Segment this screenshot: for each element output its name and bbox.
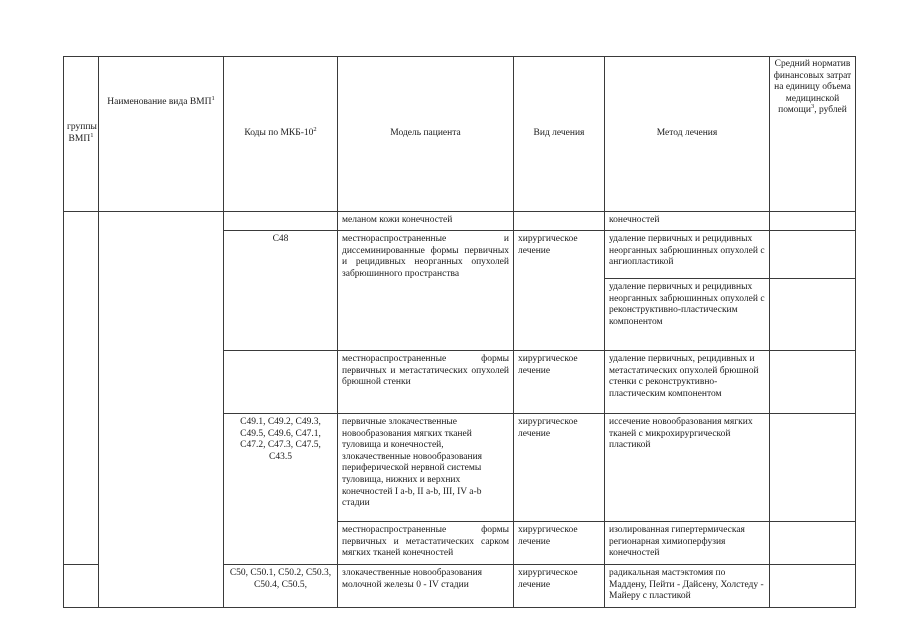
header-norm: Средний норматив финансовых затрат на единицу объема медицинской помощи$^3$, рублей — [770, 57, 856, 212]
icd-cell: C48 — [224, 231, 338, 351]
method-cell: конечностей — [605, 212, 770, 231]
header-group: группы ВМП$^1$ — [64, 57, 99, 212]
model-cell: местнораспространенные формы первичных и метастатических опухолей брюшной стенки — [338, 351, 514, 414]
norm-cell — [770, 279, 856, 351]
norm-cell — [770, 212, 856, 231]
treatment-cell: хирургическое лечение — [514, 565, 605, 608]
header-model: Модель пациента — [338, 57, 514, 212]
method-cell: удаление первичных и рецидивных неорганных забрюшинных опухолей с ангиопластикой — [605, 231, 770, 279]
header-treatment: Вид лечения — [514, 57, 605, 212]
model-cell: местнораспространенные и диссеминированные формы первичных и рецидивных неорганных опухолей забрюшинного пространства — [338, 231, 514, 351]
name-cell — [99, 212, 224, 608]
method-cell: радикальная мастэктомия по Маддену, Пейти - Дайсену, Холстеду - Майеру с пластикой — [605, 565, 770, 608]
model-cell: местнораспространенные формы первичных и метастатических сарком мягких тканей конечностей — [338, 522, 514, 565]
treatment-cell: хирургическое лечение — [514, 522, 605, 565]
header-name: Наименование вида ВМП$^1$ — [99, 57, 224, 212]
group-cell — [64, 212, 99, 565]
norm-cell — [770, 522, 856, 565]
vmp-table — [63, 56, 856, 608]
norm-cell — [770, 414, 856, 522]
icd-cell: C49.1, C49.2, C49.3, C49.5, C49.6, C47.1, C47.2, C47.3, C47.5, C43.5 — [224, 414, 338, 565]
table-header-row — [64, 57, 856, 212]
treatment-cell: хирургическое лечение — [514, 231, 605, 351]
method-cell: иссечение новообразования мягких тканей с микрохирургической пластикой — [605, 414, 770, 522]
icd-cell — [224, 351, 338, 414]
header-icd: Коды по МКБ-$10^2$ — [224, 57, 338, 212]
treatment-cell: хирургическое лечение — [514, 351, 605, 414]
model-cell: злокачественные новообразования молочной железы 0 - IV стадии — [338, 565, 514, 608]
group-cell — [64, 565, 99, 608]
method-cell: удаление первичных и рецидивных неорганных забрюшинных опухолей с реконструктивно-пластическим компонентом — [605, 279, 770, 351]
model-cell: меланом кожи конечностей — [338, 212, 514, 231]
model-cell: первичные злокачественные новообразования мягких тканей туловища и конечностей, злокачественные новообразования периферической нервной системы туловища, нижних и верхних конечностей I a-b, II a-b, III, IV a-b стадии — [338, 414, 514, 522]
norm-cell — [770, 565, 856, 608]
table-row — [64, 212, 856, 231]
norm-cell — [770, 351, 856, 414]
icd-cell — [224, 212, 338, 231]
treatment-cell — [514, 212, 605, 231]
method-cell: изолированная гипертермическая регионарная химиоперфузия конечностей — [605, 522, 770, 565]
treatment-cell: хирургическое лечение — [514, 414, 605, 522]
header-method: Метод лечения — [605, 57, 770, 212]
norm-cell — [770, 231, 856, 279]
method-cell: удаление первичных, рецидивных и метастатических опухолей брюшной стенки с реконструктивно-пластическим компонентом — [605, 351, 770, 414]
icd-cell: C50, C50.1, C50.2, C50.3, C50.4, C50.5, — [224, 565, 338, 608]
